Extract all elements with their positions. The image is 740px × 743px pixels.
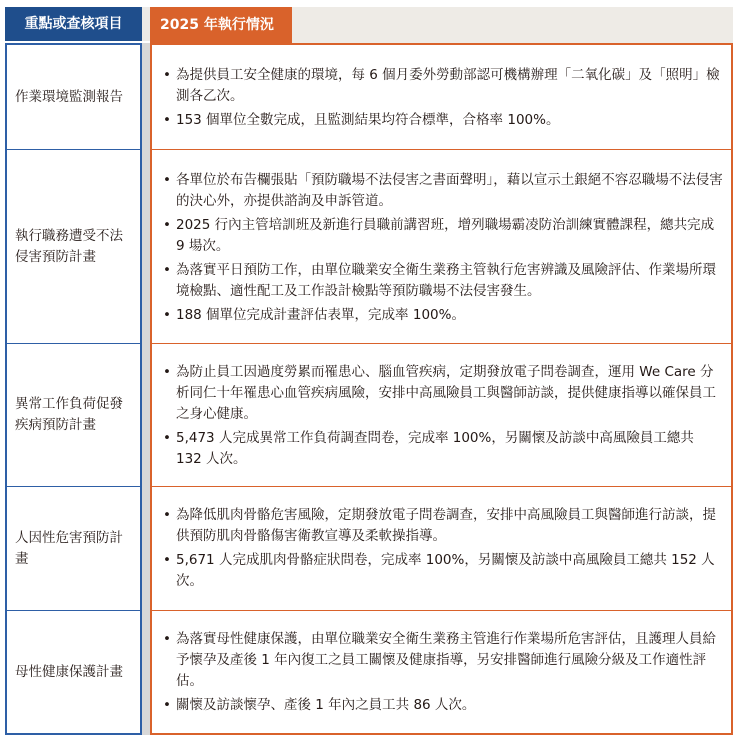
header-status-label: 2025 年執行情況 xyxy=(160,17,274,33)
item-column xyxy=(5,43,142,735)
status-bullet: • 5,473 人完成異常工作負荷調查問卷，完成率 100%，另關懷及訪談中高風險員工總共 132 人次。 xyxy=(162,428,723,470)
status-bullet: • 153 個單位全數完成，且監測結果均符合標準，合格率 100%。 xyxy=(162,110,723,131)
status-bullet: • 188 個單位完成計畫評估表單，完成率 100%。 xyxy=(162,305,723,326)
item-cell xyxy=(7,344,140,487)
status-cell xyxy=(152,611,731,733)
status-bullet: • 各單位於布告欄張貼「預防職場不法侵害之書面聲明」，藉以宣示土銀絕不容忍職場不法侵害的決心外，亦提供諮詢及申訴管道。 xyxy=(162,170,723,212)
item-label: 執行職務遭受不法侵害預防計畫 xyxy=(15,227,123,265)
status-cell xyxy=(152,487,731,611)
item-cell xyxy=(7,45,140,150)
item-label: 人因性危害預防計畫 xyxy=(15,529,123,567)
item-cell xyxy=(7,150,140,344)
status-cell xyxy=(152,45,731,150)
item-label: 作業環境監測報告 xyxy=(15,88,123,105)
item-cell xyxy=(7,487,140,611)
status-bullet: • 為落實母性健康保護，由單位職業安全衛生業務主管進行作業場所危害評估，且護理人員給予懷孕及產後 1 年內復工之員工關懷及健康指導，另安排醫師進行風險分級及工作適性評估。 xyxy=(162,629,723,692)
item-label: 母性健康保護計畫 xyxy=(15,663,123,680)
status-bullet: • 為防止員工因過度勞累而罹患心、腦血管疾病，定期發放電子問卷調查，運用 We Care 分析同仁十年罹患心血管疾病風險，安排中高風險員工與醫師訪談，提供健康指導以確保員工之身心健康。 xyxy=(162,362,723,425)
status-cell xyxy=(152,344,731,487)
status-bullet: • 為提供員工安全健康的環境，每 6 個月委外勞動部認可機構辦理「二氧化碳」及「照明」檢測各乙次。 xyxy=(162,65,723,107)
status-bullet: • 為降低肌肉骨骼危害風險，定期發放電子問卷調查，安排中高風險員工與醫師進行訪談，提供預防肌肉骨骼傷害衛教宣導及柔軟操指導。 xyxy=(162,505,723,547)
header-status-column xyxy=(150,7,733,45)
status-bullet: • 關懷及訪談懷孕、產後 1 年內之員工共 86 人次。 xyxy=(162,695,723,716)
column-separator xyxy=(142,43,150,735)
header-item-label: 重點或查核項目 xyxy=(24,16,123,32)
status-bullet: • 2025 行內主管培訓班及新進行員職前講習班，增列職場霸凌防治訓練實體課程，總共完成 9 場次。 xyxy=(162,215,723,257)
status-bullet: • 為落實平日預防工作，由單位職業安全衛生業務主管執行危害辨識及風險評估、作業場所環境檢點、適性配工及工作設計檢點等預防職場不法侵害發生。 xyxy=(162,260,723,302)
item-cell xyxy=(7,611,140,733)
item-label: 異常工作負荷促發疾病預防計畫 xyxy=(15,396,123,433)
status-bullet: • 5,671 人完成肌肉骨骼症狀問卷，完成率 100%，另關懷及訪談中高風險員工總共 152 人次。 xyxy=(162,550,723,592)
header-gap xyxy=(142,7,150,41)
header-item-column xyxy=(5,7,142,41)
header-status-tab xyxy=(150,7,292,45)
status-column xyxy=(150,43,733,735)
status-cell xyxy=(152,150,731,344)
